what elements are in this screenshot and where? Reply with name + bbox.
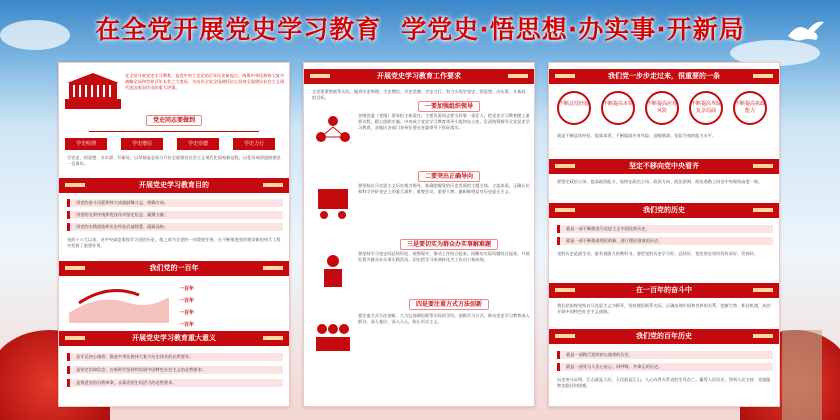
subheading-1: 一要加强组织领导 bbox=[418, 101, 480, 112]
century-label-3: 一百年 bbox=[179, 310, 195, 316]
history2-text: 历史充分证明，江山就是人民，人民就是江山，人心向背关系党的生死存亡。赢得人民信任，得到人民支持，党就能够克服任何困难。 bbox=[557, 377, 771, 388]
subheading-2: 二要突出正确导向 bbox=[418, 171, 480, 182]
monument-decoration bbox=[782, 330, 822, 420]
speaker-icon bbox=[314, 253, 352, 289]
century-label-4: 一百年 bbox=[179, 322, 195, 328]
subheading-3: 三是要切实为群众办实事解难题 bbox=[400, 239, 498, 250]
significance-item: 是坚定信仰信念，在新时代坚持和发展中国特色社会主义的必然要求； bbox=[67, 366, 283, 374]
section-1-text: 各级党委（党组）要承担主体责任，主要负责同志要当好第一责任人，把党史学习教育摆上重要议程，精心组织实施。中央成立党史学习教育领导小组和办公室，负责统筹指导全党党史学习教育，各地区各部门各单位要在党委领导下抓好落实。 bbox=[358, 113, 530, 130]
requirements-intro: 全党要紧密联系实际，做到学史明理、学史增信、学史崇德、学史力行，努力实现学党史、悟思想、办实事、开新局的目标。 bbox=[312, 89, 526, 100]
century-label-1: 一百年 bbox=[179, 286, 195, 292]
history-item: 就是一部不断推进理论创新、进行理论创造的历史。 bbox=[557, 237, 773, 245]
study-tag-1: 学史明理 bbox=[65, 138, 107, 150]
people-icon bbox=[314, 113, 352, 149]
page-title bbox=[0, 10, 840, 46]
purpose-paragraph: 党的十八大以来，党中央高度重视学习党的历史，使之成为全党的一项重要任务，在不断推进党的建设新的伟大工程中发挥了重要作用。 bbox=[67, 237, 281, 248]
significance-item: 是牢记初心使命，推进中华民族伟大复兴历史伟业的必然要求； bbox=[67, 353, 283, 361]
struggle-text: 我们党始终坚持以马克思主义为指导，坚持理论联系实际，正确处理中国和世界的关系，把握大势、抓住机遇，成功开辟中国特色社会主义道路。 bbox=[557, 303, 771, 314]
dove-icon bbox=[786, 18, 826, 44]
org-title: 党史同志要做到 bbox=[146, 115, 202, 126]
purpose-item: 用党的光荣传统和优良作风坚定信念、凝聚力量； bbox=[67, 211, 283, 219]
section-center: 坚定不移向党中央看齐 bbox=[549, 159, 779, 174]
purpose-item: 用党的奋斗历程和伟大成就鼓舞斗志、明确方向； bbox=[67, 199, 283, 207]
history2-item: 就是一部党与人民心连心、同呼吸、共命运的历史。 bbox=[557, 363, 773, 371]
section-struggle: 在一百年的奋斗中 bbox=[549, 283, 779, 298]
history2-item: 就是一部践行党的初心使命的历史， bbox=[557, 351, 773, 359]
circle-item: 不断提高本领 bbox=[601, 91, 635, 125]
study-tag-4: 学史力行 bbox=[233, 138, 275, 150]
section-3-text: 要坚持学习党史同总结经验、观照现实、推动工作结合起来，同解决实际问题结合起来，开展好我为群众办实事实践活动，切实把学习成效转化为工作动力和成效。 bbox=[358, 251, 530, 262]
circle-item: 不断提高应对风险 bbox=[645, 91, 679, 125]
group-icon bbox=[314, 319, 352, 355]
panel-right bbox=[548, 62, 780, 407]
section-purpose: 开展党史学习教育目的 bbox=[59, 178, 289, 193]
subheading-4: 四是要注重方式方法创新 bbox=[409, 299, 489, 310]
title-right: 学党史·悟思想·办实事·开新局 bbox=[401, 15, 745, 44]
section-road: 我们党一步步走过来，很重要的一条 bbox=[549, 69, 779, 84]
panel-middle bbox=[303, 62, 535, 407]
section-requirements: 开展党史学习教育工作要求 bbox=[304, 69, 534, 84]
century-illustration bbox=[69, 283, 169, 323]
title-left: 在全党开展党史学习教育 bbox=[95, 15, 382, 44]
section-history: 我们党的历史 bbox=[549, 203, 779, 218]
history-item: 就是一部不断推进马克思主义中国化的历史， bbox=[557, 225, 773, 233]
org-line bbox=[89, 131, 259, 132]
purpose-item: 用党的实践创造和历史经验启迪智慧、砥砺品格。 bbox=[67, 223, 283, 231]
section-century: 我们党的一百年 bbox=[59, 261, 289, 276]
section-2-text: 要坚持以马克思主义历史观为指导，准确把握党的历史发展的主题主线、主流本质，正确认识和科学评价党史上的重大事件、重要会议、重要人物，旗帜鲜明反对历史虚无主义。 bbox=[358, 183, 530, 194]
section-history2: 我们党的百年历史 bbox=[549, 329, 779, 344]
circle-item: 不断提高执政能力 bbox=[733, 91, 767, 125]
circle-item: 不断总结经验 bbox=[557, 91, 591, 125]
section-significance: 开展党史学习教育重大意义 bbox=[59, 331, 289, 346]
significance-item: 是推进党的自我革命，永葆党的生机活力的必然要求。 bbox=[67, 379, 283, 387]
intro-text: 在全党开展党史学习教育，是党中央立足党的百年历史新起点、统筹中华民族伟大复兴战略全局和世界百年未有之大变局，为动员全党全国满怀信心投身全面建设社会主义现代化国家而作出的重大决策。 bbox=[125, 73, 285, 90]
panel-left bbox=[58, 62, 290, 407]
history-text: 党的历史是最生动、最有说服力的教科书，要把党的历史学习好、总结好，把党的宝贵经验传承好、发扬好。 bbox=[557, 251, 759, 256]
study-paragraph: 学党史、悟思想、办实事、开新局，以昂扬姿态奋力开启全面建设社会主义现代化国家新征程，以优异成绩迎接建党一百周年。 bbox=[67, 155, 281, 166]
great-hall-icon bbox=[65, 69, 121, 109]
century-label-2: 一百年 bbox=[179, 298, 195, 304]
study-tag-2: 学史增信 bbox=[121, 138, 163, 150]
circle-item: 不断提高驾驭复杂局面 bbox=[689, 91, 723, 125]
meeting-icon bbox=[314, 185, 352, 221]
center-text: 要坚定政治立场、提高政治能力，始终在政治立场、政治方向、政治原则、政治道路上同党中央保持高度一致。 bbox=[557, 179, 763, 184]
section-4-text: 要注重方式方法创新，大力弘扬理论联系实际的学风，创新学习方式，推动党史学习教育深入群众、深入基层、深入人心，防止形式主义。 bbox=[358, 313, 530, 324]
road-text: 就是不断总结经验、提高本领，不断提高应对风险、迎接挑战、化险为夷的能力水平。 bbox=[557, 133, 717, 138]
study-tag-3: 学史崇德 bbox=[177, 138, 219, 150]
